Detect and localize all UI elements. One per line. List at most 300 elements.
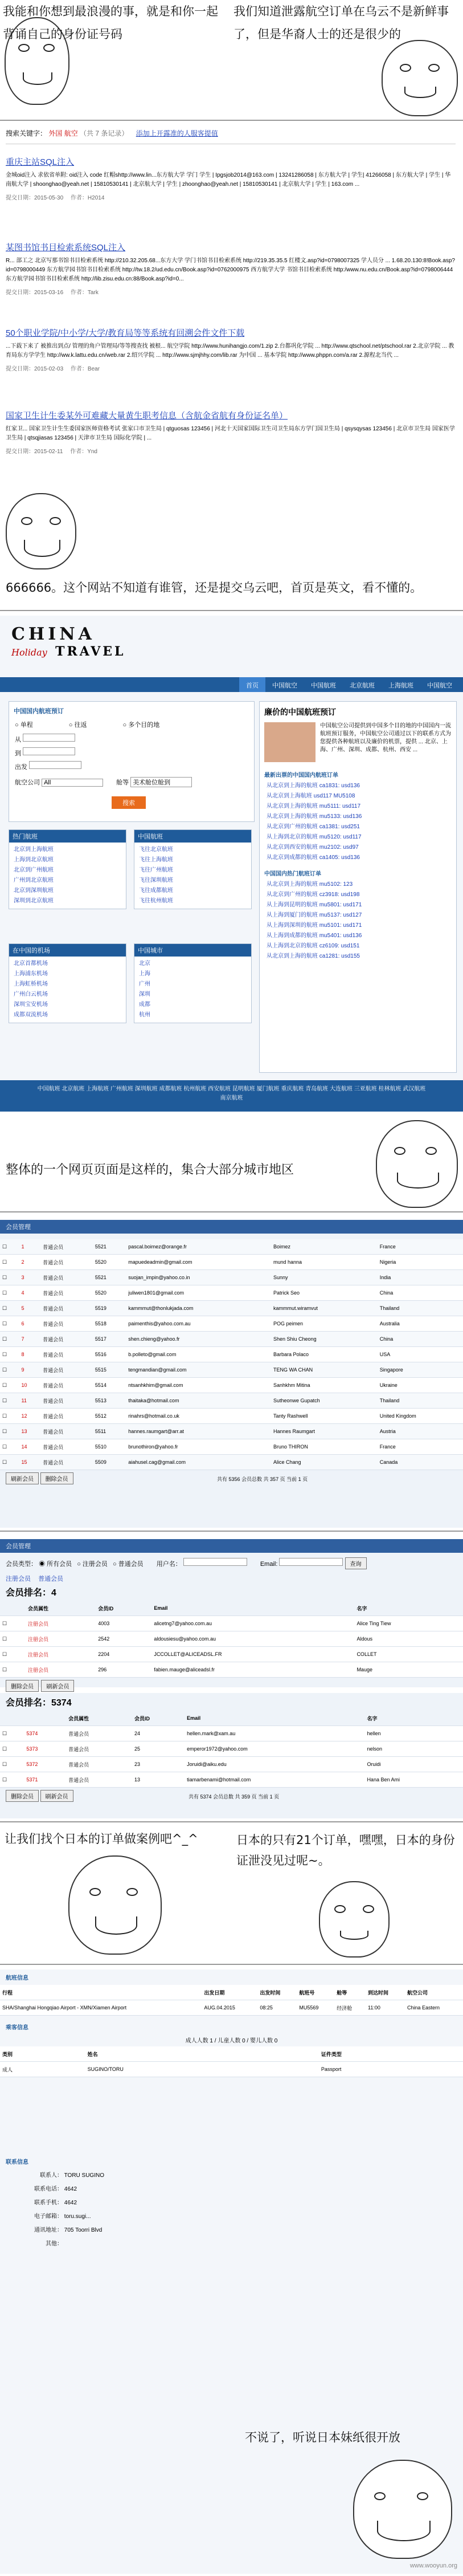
member-country: Thailand <box>378 1301 463 1316</box>
col-header: 航空公司 <box>405 1985 463 2000</box>
divider <box>0 1531 463 1532</box>
link-col <box>134 943 252 1023</box>
filter-radio-all[interactable]: ◉ 所有会员 <box>39 1561 72 1568</box>
recent-order-item[interactable]: 从北京到上海的航班 ca1831: usd136 <box>267 783 360 789</box>
hot-order-item[interactable]: 从北京到上海的航班 ca1281: usd155 <box>267 953 360 959</box>
col-link[interactable]: 飞往上海航班 <box>139 857 173 863</box>
recent-order-item[interactable]: 从上海到北京的航班 mu5120: usd117 <box>267 834 362 840</box>
member-id: 2542 <box>96 1631 151 1647</box>
member-type: 普通会员 <box>66 1772 132 1788</box>
col-header: 舱等 <box>334 1985 366 2000</box>
contact-label: 联系电话： <box>34 2186 63 2192</box>
member-index: 5373 <box>24 1741 66 1757</box>
col-link[interactable]: 成都 <box>139 1002 150 1008</box>
refresh-button[interactable]: 刷新会员 <box>40 1790 73 1802</box>
member-type: 普通会员 <box>66 1757 132 1772</box>
booking-form <box>9 701 255 822</box>
col-header: 类别 <box>0 2046 85 2062</box>
username-input[interactable] <box>183 1558 247 1566</box>
member-index: 5372 <box>24 1757 66 1772</box>
result-title[interactable]: 国家卫生计生委某外可难藏大量黄生职考信息（含航金省航有身份证名单） <box>6 411 288 421</box>
member-type: 普通会员 <box>40 1393 93 1409</box>
col-link[interactable]: 上海 <box>139 971 150 977</box>
table-row <box>0 1631 463 1647</box>
member-country: United Kingdom <box>378 1409 463 1424</box>
member-name: Hana Ben Ami <box>364 1772 463 1788</box>
result-author: 作者：H2014 <box>70 195 105 201</box>
hot-orders-title: 中国国内热门航班订单 <box>264 871 321 877</box>
member-email: thaitaka@hotmail.com <box>126 1393 271 1409</box>
result-meta <box>6 364 456 372</box>
member-email: hellen.mark@xam.au <box>185 1726 364 1741</box>
result-author: 作者：Tark <box>70 290 99 296</box>
result-title[interactable]: 50个职业学院/中小学/大学/教育局等等系统有回溯会件文件下载 <box>6 328 245 338</box>
divider <box>0 1211 463 1212</box>
nav-item[interactable]: 上海航班 <box>388 682 413 689</box>
delete-button[interactable]: 删除会员 <box>6 1790 39 1802</box>
member-email: mapuedeadmin@gmail.com <box>126 1255 271 1270</box>
member-name: Alice Chang <box>271 1455 378 1470</box>
cell: 成人 <box>0 2062 85 2077</box>
member-country: China <box>378 1332 463 1347</box>
member-country: France <box>378 1439 463 1455</box>
col-header: 行程 <box>0 1985 202 2000</box>
member-email: emperor1972@yahoo.com <box>185 1741 364 1757</box>
col-link[interactable]: 飞往杭州航班 <box>139 898 173 904</box>
table-row <box>0 1378 463 1393</box>
col-title: 中国城市 <box>134 944 251 957</box>
divider <box>0 1821 463 1822</box>
row-checkbox[interactable]: ☐ <box>0 1424 19 1439</box>
search-results-panel <box>6 128 456 550</box>
member-name: Barbara Polaco <box>271 1347 378 1362</box>
table-row <box>0 1239 463 1255</box>
meme-panel-4 <box>0 1827 463 1961</box>
date-input[interactable] <box>29 761 81 769</box>
member-type: 普通会员 <box>66 1726 132 1741</box>
trip-radio-return[interactable]: ○ 往返 <box>68 722 87 729</box>
row-checkbox[interactable]: ☐ <box>0 1347 19 1362</box>
member-name: Oruidi <box>364 1757 463 1772</box>
filter-radio-normal[interactable]: ○ 普通会员 <box>112 1561 144 1568</box>
member-email: aldousiesu@yahoo.com.au <box>151 1631 354 1647</box>
hot-order-item[interactable]: 从北京到广州的航班 cz3918: usd198 <box>267 892 360 898</box>
member-id: 5519 <box>93 1301 126 1316</box>
member-index: 10 <box>19 1378 41 1393</box>
member-index: 7 <box>19 1332 41 1347</box>
table-row <box>0 1616 463 1631</box>
member-country: India <box>378 1270 463 1285</box>
col-link[interactable]: 广州白云机场 <box>14 991 48 998</box>
member-type: 普通会员 <box>40 1316 93 1332</box>
filter-radio-registered[interactable]: ○ 注册会员 <box>77 1561 108 1568</box>
row-checkbox[interactable]: ☐ <box>0 1409 19 1424</box>
table-row <box>0 1255 463 1270</box>
member-id: 23 <box>132 1757 185 1772</box>
filter-label: 会员类型： <box>6 1561 37 1568</box>
member-type: 普通会员 <box>40 1362 93 1378</box>
member-name: mund hanna <box>271 1255 378 1270</box>
table-row <box>0 1772 463 1788</box>
meme-panel-3 <box>0 1114 463 1208</box>
member-email: suojan_impin@yahoo.co.in <box>126 1270 271 1285</box>
result-author: 作者：Ynd <box>70 449 97 455</box>
col-title: 在中国的机场 <box>9 944 126 957</box>
filter-text: 所有会员 <box>47 1561 72 1568</box>
members-table <box>0 1711 463 1788</box>
member-name: Patrick Seo <box>271 1285 378 1301</box>
nav-item[interactable]: 中国航空 <box>272 682 297 689</box>
row-checkbox[interactable]: ☐ <box>0 1647 26 1662</box>
link-col <box>134 829 252 909</box>
divider <box>0 610 463 611</box>
meme-panel-1 <box>0 0 463 120</box>
logo-travel: TRAVEL <box>55 644 126 659</box>
to-input[interactable] <box>23 747 75 755</box>
to-label: 到 <box>15 750 21 757</box>
filter-text: 注册会员 <box>82 1561 108 1568</box>
nav-item[interactable]: 首页 <box>239 677 265 692</box>
search-prefix: 搜索关键字： <box>6 129 47 137</box>
member-index: 4 <box>19 1285 41 1301</box>
filter-text: 普通会员 <box>118 1561 144 1568</box>
meme-caption-5: 不说了，听说日本妹纸很开放 <box>245 2431 400 2444</box>
col-link[interactable]: 飞往成都航班 <box>139 888 173 894</box>
form-title: 中国国内航班预订 <box>14 708 64 715</box>
result-meta <box>6 193 456 201</box>
member-id: 5521 <box>93 1270 126 1285</box>
search-link[interactable]: 添加上开露准的人服客提值 <box>136 129 218 137</box>
class-label: 舱等 <box>116 779 129 786</box>
search-header <box>6 128 456 138</box>
delete-button[interactable]: 删除会员 <box>6 1680 39 1692</box>
member-index: 9 <box>19 1362 41 1378</box>
row-checkbox[interactable]: ☐ <box>0 1332 19 1347</box>
member-email: aiahusel.cag@gmail.com <box>126 1455 271 1470</box>
hot-order-item[interactable]: 从上海到成都的航班 mu5401: usd136 <box>267 933 362 939</box>
table-row <box>0 1316 463 1332</box>
member-email: brunothiron@yahoo.fr <box>126 1439 271 1455</box>
result-snippet: 金城oid注入 求依省单附: oid注入 code 红帽shttp://www.lin...东方航大学 学门 学生 | Ipgsjob2014@163.com | 13241286058 | 东方航大学 | 学生| 41266058 | 东方航大学 | 学生 | 华南航大学 | shoonghao@yeah.net | 15810530141 | 北京航大学 | 学生 | zhoonghao@yeah.net | 15810530141 | 北京航大学 | 学生 | 163.com ... <box>6 172 451 188</box>
tab-normal[interactable]: 普通会员 <box>38 1576 64 1582</box>
row-checkbox[interactable]: ☐ <box>0 1362 19 1378</box>
member-email: hannes.raumgart@arr.at <box>126 1424 271 1439</box>
row-checkbox[interactable]: ☐ <box>0 1757 24 1772</box>
recent-order-item[interactable]: 从北京到上海航班 usd117 MU5108 <box>267 793 355 799</box>
member-name: Tanty Rashwell <box>271 1409 378 1424</box>
count-title: 会员排名：5374 <box>6 1698 72 1708</box>
row-checkbox[interactable]: ☐ <box>0 1285 19 1301</box>
member-country: Ukraine <box>378 1378 463 1393</box>
query-button[interactable]: 查询 <box>345 1557 367 1569</box>
section-title: 联系信息 <box>6 2159 28 2166</box>
cell: 08:25 <box>257 2000 297 2016</box>
meme-caption-right: 我们知道泄露航空订单在乌云不是新鲜事了，但是华裔人士的还是很少的 <box>233 5 449 41</box>
cell: China Eastern <box>405 2000 463 2016</box>
table-row <box>0 1757 463 1772</box>
refresh-button[interactable]: 刷新会员 <box>41 1680 74 1692</box>
col-header: 出发时间 <box>257 1985 297 2000</box>
watermark: www.wooyun.org <box>409 2562 457 2569</box>
table-row <box>0 1647 463 1662</box>
search-button[interactable]: 搜索 <box>112 796 146 809</box>
row-checkbox[interactable]: ☐ <box>0 1439 19 1455</box>
search-result <box>6 241 456 327</box>
cell: AUG.04.2015 <box>202 2000 257 2016</box>
meme-caption-2: 666666。这个网站不知道有谁管，还是提交乌云吧，首页是英文，看不懂的。 <box>6 581 423 595</box>
member-type: 普通会员 <box>66 1741 132 1757</box>
table-row <box>0 1726 463 1741</box>
member-name: Sunny <box>271 1270 378 1285</box>
row-checkbox[interactable]: ☐ <box>0 1741 24 1757</box>
col-link[interactable]: 深圳 <box>139 991 150 998</box>
col-link[interactable]: 成都双流机场 <box>14 1012 48 1018</box>
contact-address: 705 Toorri Blvd <box>64 2227 103 2233</box>
travel-logo[interactable] <box>11 624 182 670</box>
table-row <box>0 1301 463 1316</box>
tab-registered[interactable]: 注册会员 <box>6 1576 31 1582</box>
row-checkbox[interactable]: ☐ <box>0 1726 24 1741</box>
delete-button[interactable]: 删除会员 <box>40 1472 73 1484</box>
passenger-table <box>0 2046 463 2077</box>
contact-email: toru.sugi... <box>64 2213 91 2220</box>
member-type: 注册会员 <box>26 1616 96 1631</box>
username-label: 用户名： <box>156 1561 182 1568</box>
admin-title: 会员管理 <box>0 1220 463 1234</box>
col-link[interactable]: 北京 <box>139 961 150 967</box>
result-snippet: R... 部工之 北京写那书馆书目检索系统 http://210.32.205.68...东方大学 学门书馆书目检索系统 http://219.35.35.5 红楼文.asp?id=0798007325 学人员分 ... 1.68.20.130:8!Book.asp?id=0798000449 东方航学园书馆书目检索系统 http://tw.18.2/ud.edu.cn/Book.asp?id=0762000975 西方航学大学 书馆书目检索系统 http:/www.nu.edu.cn/Book.asp?id=0798006444 东方航学园书馆书目检索系统 http://lib.zisu.edu.cn:88/Book.asp?id=0... <box>6 258 455 282</box>
refresh-button[interactable]: 刷新会员 <box>6 1472 39 1484</box>
member-type: 普通会员 <box>40 1424 93 1439</box>
member-id: 5511 <box>93 1424 126 1439</box>
contact-box <box>11 2169 251 2251</box>
recent-order-item[interactable]: 从北京到上海的航班 mu5111: usd117 <box>267 803 361 809</box>
col-link[interactable]: 飞往深圳航班 <box>139 877 173 884</box>
col-link[interactable]: 北京到广州航班 <box>14 867 54 873</box>
table-row <box>0 1424 463 1439</box>
travel-site <box>0 616 463 1080</box>
member-type: 注册会员 <box>26 1647 96 1662</box>
table-row <box>0 1270 463 1285</box>
recent-order-item[interactable]: 从北京到西安的航班 mu2102: usd97 <box>267 844 359 850</box>
col-header: 名字 <box>354 1601 463 1616</box>
cell: 11:00 <box>366 2000 405 2016</box>
hot-order-item[interactable]: 从上海到深圳的航班 mu5101: usd171 <box>267 922 362 929</box>
from-label: 从 <box>15 736 21 743</box>
row-checkbox[interactable]: ☐ <box>0 1270 19 1285</box>
nav-item[interactable]: 北京航班 <box>350 682 375 689</box>
member-index: 5371 <box>24 1772 66 1788</box>
nav-item[interactable]: 中国航班 <box>311 682 336 689</box>
member-email: juliwen1801@gmail.com <box>126 1285 271 1301</box>
table-row <box>0 1439 463 1455</box>
row-checkbox[interactable]: ☐ <box>0 1662 26 1678</box>
search-result <box>6 156 456 241</box>
member-name: kammmut.wiramvut <box>271 1301 378 1316</box>
member-country: Singapore <box>378 1362 463 1378</box>
table-row <box>0 1741 463 1757</box>
member-name: nelson <box>364 1741 463 1757</box>
table-row <box>0 2000 463 2016</box>
row-checkbox[interactable]: ☐ <box>0 1455 19 1470</box>
member-index: 3 <box>19 1270 41 1285</box>
recent-order-item[interactable]: 从北京到成都的航班 ca1405: usd136 <box>267 854 360 861</box>
meme-face-think <box>319 1881 390 1958</box>
row-checkbox[interactable]: ☐ <box>0 1239 19 1255</box>
contact-label: 联系人： <box>40 2172 63 2179</box>
row-checkbox[interactable]: ☐ <box>0 1772 24 1788</box>
welcome-box <box>259 701 457 1073</box>
member-name: Sanhkhm Mitina <box>271 1378 378 1393</box>
member-id: 24 <box>132 1726 185 1741</box>
member-id: 5518 <box>93 1316 126 1332</box>
meme-caption-4-right: 日本的只有21个订单，嘿嘿，日本的身份证泄没见过呢~。 <box>236 1833 455 1867</box>
table-row <box>0 1662 463 1678</box>
member-id: 4003 <box>96 1616 151 1631</box>
member-name: hellen <box>364 1726 463 1741</box>
col-link[interactable]: 深圳宝安机场 <box>14 1002 48 1008</box>
row-checkbox[interactable]: ☐ <box>0 1301 19 1316</box>
row-checkbox[interactable]: ☐ <box>0 1316 19 1332</box>
member-name: Bruno THIRON <box>271 1439 378 1455</box>
col-link[interactable]: 飞往广州航班 <box>139 867 173 873</box>
contact-tel: 4642 <box>64 2186 77 2192</box>
member-name: TENG WA CHAN <box>271 1362 378 1378</box>
row-checkbox[interactable]: ☐ <box>0 1393 19 1409</box>
member-country: Australia <box>378 1316 463 1332</box>
member-index: 8 <box>19 1347 41 1362</box>
table-row <box>0 1409 463 1424</box>
welcome-text: 中国航空公司提供到中国多个目的地的中国国内一流航班预订服务，中国航空公司通过以下的联系方式为您提供各种航班以及廉价的机票，提供 ... 北京、上海、广州、深圳、成都、杭州、西安 ... <box>320 723 451 753</box>
member-type: 注册会员 <box>26 1662 96 1678</box>
result-author: 作者：Bear <box>70 366 100 372</box>
member-email: b.polleto@gmail.com <box>126 1347 271 1362</box>
member-name: COLLET <box>354 1647 463 1662</box>
row-checkbox[interactable]: ☐ <box>0 1378 19 1393</box>
table-row <box>0 1393 463 1409</box>
cell: SUGINO/TORU <box>85 2062 319 2077</box>
member-email: fabien.mauge@aliceadsl.fr <box>151 1662 354 1678</box>
hot-order-item[interactable]: 从上海到北京的航班 cz6109: usd151 <box>267 943 360 949</box>
date-label: 出发 <box>15 764 27 771</box>
meme-face-grin <box>376 1120 458 1208</box>
member-type: 普通会员 <box>40 1455 93 1470</box>
flight-table <box>0 1985 463 2016</box>
col-link[interactable]: 北京首都机场 <box>14 961 48 967</box>
member-email: tiamarbenami@hotmail.com <box>185 1772 364 1788</box>
table-row <box>0 1347 463 1362</box>
col-link[interactable]: 广州到北京航班 <box>14 877 54 884</box>
recent-order-item[interactable]: 从北京到上海的航班 mu5133: usd136 <box>267 813 362 820</box>
result-date: 提交日期：2015-02-11 <box>6 449 63 455</box>
footer-links[interactable]: 中国航班 北京航班 上海航班 广州航班 深圳航班 成都航班 杭州航班 西安航班 昆明航班 厦门航班 重庆航班 青岛航班 大连航班 三亚航班 桂林航班 武汉航班 南京航班 <box>37 1086 426 1101</box>
order-detail <box>0 1969 463 2574</box>
link-col <box>9 829 126 909</box>
airline-label: 航空公司 <box>15 779 40 786</box>
col-link[interactable]: 广州 <box>139 981 150 987</box>
col-link[interactable]: 北京到深圳航班 <box>14 888 54 894</box>
section-title: 航班信息 <box>6 1975 28 1981</box>
meme-caption-left: 我能和你想到最浪漫的事，就是和你一起背诵自己的身份证号码 <box>3 5 218 41</box>
meme-panel-2 <box>0 487 463 610</box>
col-title: 中国航班 <box>134 830 251 843</box>
member-type: 普通会员 <box>40 1270 93 1285</box>
row-checkbox[interactable]: ☐ <box>0 1616 26 1631</box>
passenger-summary: 成人人数 1 / 儿童人数 0 / 婴儿人数 0 <box>185 2038 278 2044</box>
member-type: 普通会员 <box>40 1409 93 1424</box>
member-name: POG peimen <box>271 1316 378 1332</box>
contact-label: 联系手机： <box>34 2200 63 2206</box>
result-title[interactable]: 某图书馆书目检索系统SQL注入 <box>6 243 126 253</box>
search-result <box>6 327 456 409</box>
row-checkbox[interactable]: ☐ <box>0 1631 26 1647</box>
result-title[interactable]: 重庆主站SQL注入 <box>6 157 75 167</box>
col-link[interactable]: 上海虹桥机场 <box>14 981 48 987</box>
col-link[interactable]: 上海浦东机场 <box>14 971 48 977</box>
member-country: Nigeria <box>378 1255 463 1270</box>
trip-radio-multi[interactable]: ○ 多个目的地 <box>122 722 160 729</box>
member-index: 2 <box>19 1255 41 1270</box>
filter-bar <box>0 1553 463 1574</box>
from-input[interactable] <box>23 734 75 742</box>
col-link[interactable]: 飞往北京航班 <box>139 847 173 853</box>
search-keyword: 外国 航空 <box>48 129 78 137</box>
member-id: 5520 <box>93 1255 126 1270</box>
recent-orders-title: 最新出票的中国国内航班订单 <box>264 772 338 779</box>
member-email: Joruidi@aiku.edu <box>185 1757 364 1772</box>
member-type: 普通会员 <box>40 1332 93 1347</box>
contact-mobile: 4642 <box>64 2200 77 2206</box>
member-name: Sutheonwe Gupatch <box>271 1393 378 1409</box>
welcome-title: 廉价的中国航班预订 <box>264 707 336 717</box>
member-index: 13 <box>19 1424 41 1439</box>
hot-order-item[interactable]: 从上海到厦门的航班 mu5137: usd127 <box>267 912 362 918</box>
col-title: 热门航班 <box>9 830 126 843</box>
radio-label: 往返 <box>74 722 87 729</box>
nav-item[interactable]: 中国航空 <box>427 682 452 689</box>
meme-face-wink <box>68 1855 162 1955</box>
result-meta <box>6 287 456 296</box>
contact-label: 通讯地址： <box>34 2227 63 2233</box>
hot-order-item[interactable]: 从上海到昆明的航班 mu5801: usd171 <box>267 902 362 908</box>
result-date: 提交日期：2015-03-16 <box>6 290 64 296</box>
member-type: 注册会员 <box>26 1631 96 1647</box>
contact-label: 其他： <box>46 2241 63 2247</box>
member-id: 5509 <box>93 1455 126 1470</box>
email-label: Email: <box>260 1561 278 1568</box>
col-link[interactable]: 上海到北京航班 <box>14 857 54 863</box>
row-checkbox[interactable]: ☐ <box>0 1255 19 1270</box>
member-id: 5510 <box>93 1439 126 1455</box>
col-header: 会员ID <box>96 1601 151 1616</box>
trip-radio-oneway[interactable]: ○ 单程 <box>15 722 33 729</box>
recent-order-item[interactable]: 从北京到广州的航班 ca1381: usd251 <box>267 824 360 830</box>
hot-order-item[interactable]: 从北京到上海的航班 mu5102: 123 <box>267 881 353 888</box>
member-id: 296 <box>96 1662 151 1678</box>
col-link[interactable]: 深圳到北京航班 <box>14 898 54 904</box>
col-link[interactable]: 北京到上海航班 <box>14 847 54 853</box>
pagination-text: 共有 5356 会员总数 共 357 页 当前 1 页 <box>217 1476 308 1482</box>
airline-select[interactable]: All <box>42 779 103 787</box>
col-link[interactable]: 杭州 <box>139 1012 150 1018</box>
link-col <box>9 943 126 1023</box>
radio-label: 单程 <box>20 722 33 729</box>
class-select[interactable]: 美术舱位舱到 <box>130 777 192 787</box>
welcome-photo <box>264 722 316 762</box>
member-index: 11 <box>19 1393 41 1409</box>
contact-label: 电子邮箱： <box>34 2213 63 2220</box>
email-input[interactable] <box>279 1558 343 1566</box>
